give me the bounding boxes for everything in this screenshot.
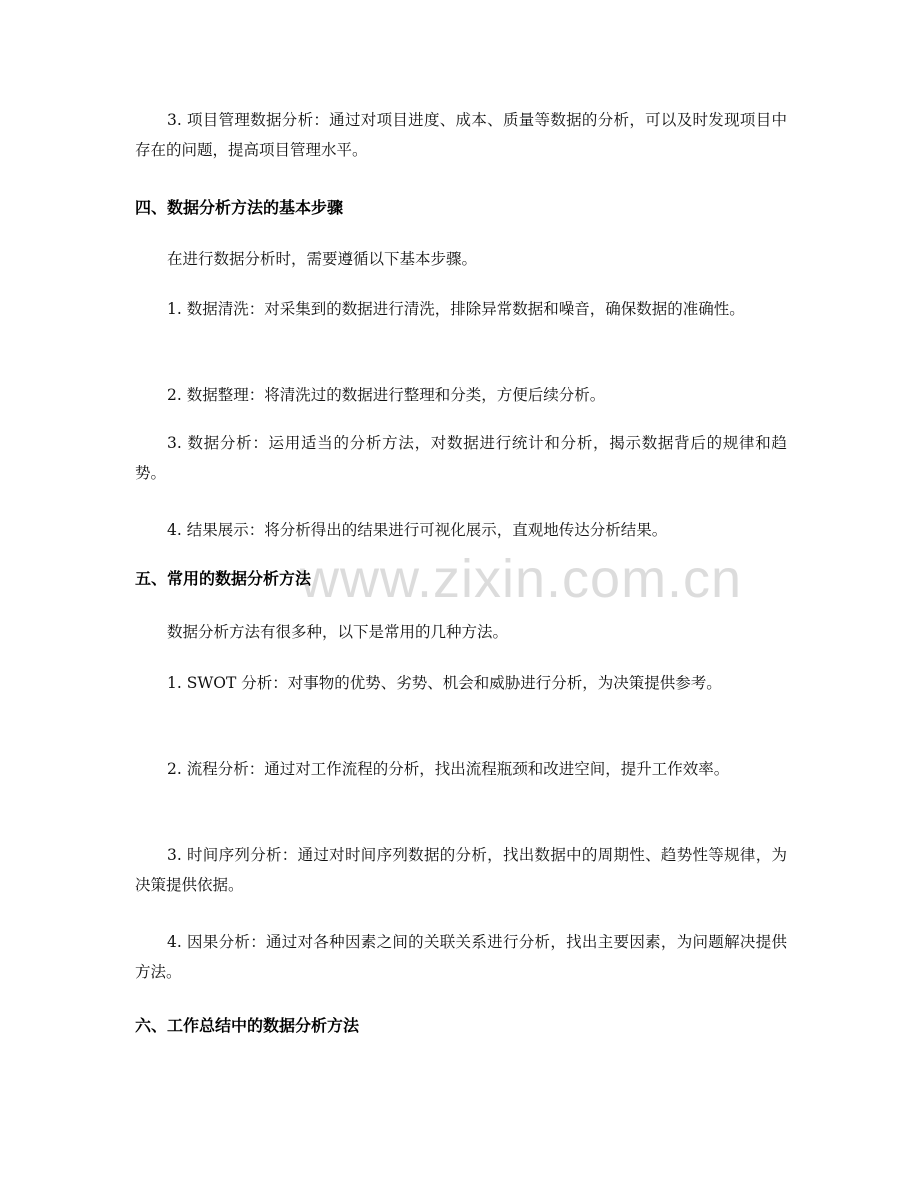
paragraph-result-display [135, 515, 787, 545]
paragraph-swot-analysis [135, 668, 787, 698]
heading-text: 六、工作总结中的数据分析方法 [135, 1016, 360, 1035]
paragraph-process-analysis [135, 754, 787, 784]
paragraph-steps-intro [135, 244, 787, 274]
heading-text: 五、常用的数据分析方法 [135, 569, 312, 588]
paragraph-methods-intro [135, 617, 787, 647]
paragraph-data-analysis [135, 428, 787, 488]
paragraph-causal-analysis [135, 927, 787, 987]
paragraph-text: 2. 流程分析：通过对工作流程的分析，找出流程瓶颈和改进空间，提升工作效率。 [167, 760, 730, 778]
paragraph-data-cleaning [135, 294, 787, 324]
paragraph-text: 1. SWOT 分析：对事物的优势、劣势、机会和威胁进行分析，为决策提供参考。 [167, 674, 722, 692]
paragraph-data-organizing [135, 380, 787, 410]
paragraph-text: 3. 数据分析：运用适当的分析方法，对数据进行统计和分析，揭示数据背后的规律和趋势。 [135, 434, 787, 482]
paragraph-time-series-analysis [135, 840, 787, 900]
watermark: www.zixin.com.cn [300, 549, 743, 609]
paragraph-project-management-analysis [135, 105, 787, 165]
section-heading-6 [135, 1014, 787, 1038]
paragraph-text: 2. 数据整理：将清洗过的数据进行整理和分类，方便后续分析。 [167, 386, 606, 404]
paragraph-text: 3. 时间序列分析：通过对时间序列数据的分析，找出数据中的周期性、趋势性等规律，为决策提供依据。 [135, 846, 787, 894]
paragraph-text: 数据分析方法有很多种，以下是常用的几种方法。 [167, 623, 509, 641]
paragraph-text: 在进行数据分析时，需要遵循以下基本步骤。 [167, 250, 478, 268]
section-heading-5 [135, 567, 787, 591]
paragraph-text: 4. 因果分析：通过对各种因素之间的关联关系进行分析，找出主要因素，为问题解决提供方法。 [135, 933, 787, 981]
paragraph-text: 1. 数据清洗：对采集到的数据进行清洗，排除异常数据和噪音，确保数据的准确性。 [167, 300, 745, 318]
paragraph-text: 4. 结果展示：将分析得出的结果进行可视化展示，直观地传达分析结果。 [167, 521, 668, 539]
heading-text: 四、数据分析方法的基本步骤 [135, 198, 344, 217]
section-heading-4 [135, 196, 787, 220]
paragraph-text: 3. 项目管理数据分析：通过对项目进度、成本、质量等数据的分析，可以及时发现项目中存在的问题，提高项目管理水平。 [135, 111, 787, 159]
